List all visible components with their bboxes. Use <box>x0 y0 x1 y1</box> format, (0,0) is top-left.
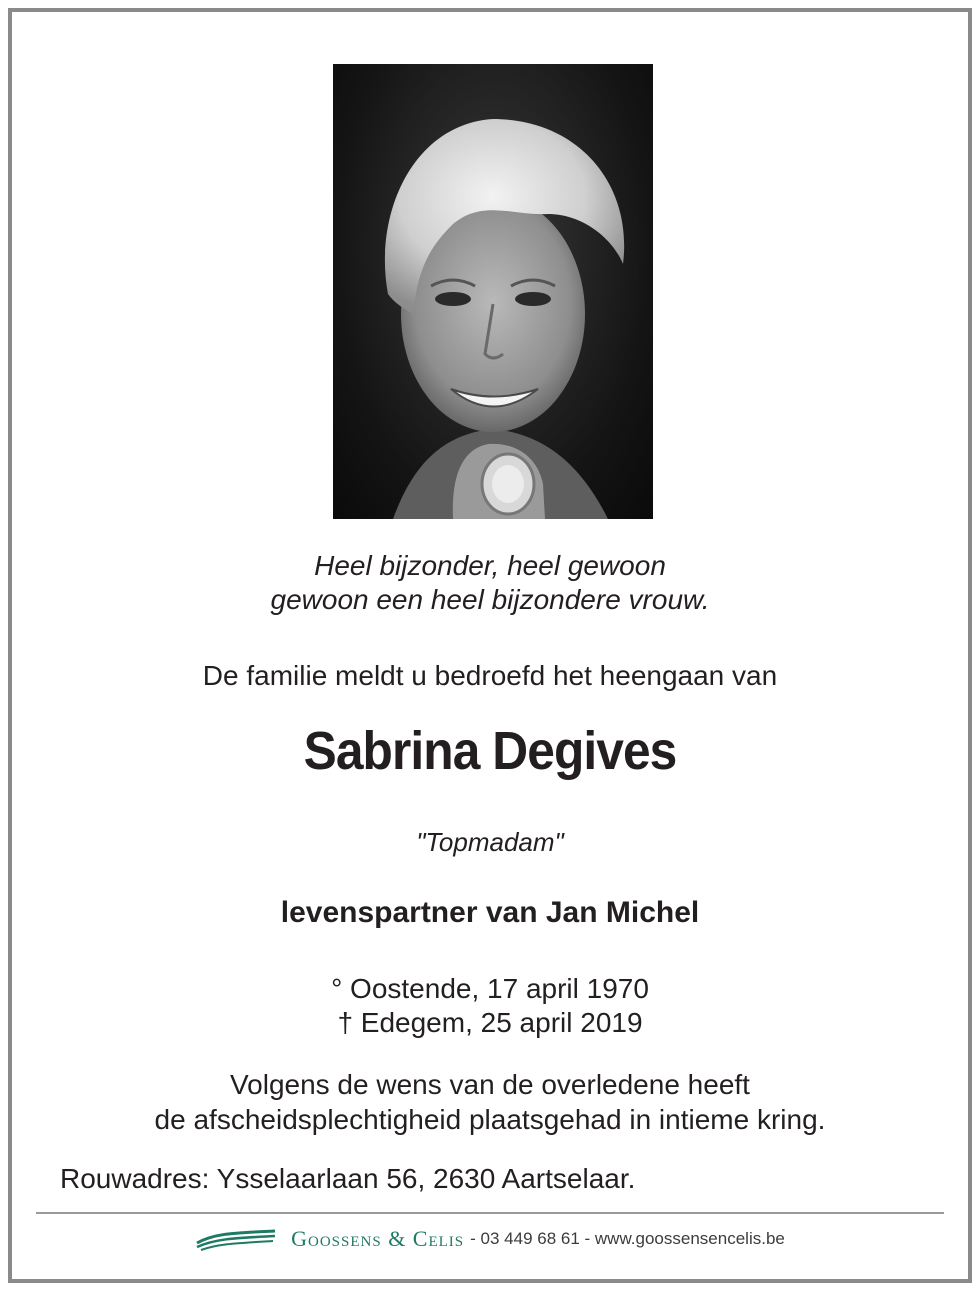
deceased-nickname: "Topmadam" <box>416 827 564 857</box>
footer <box>0 1222 980 1256</box>
funeral-home-name: Goossens & Celis <box>291 1226 465 1251</box>
notice-line-2: de afscheidsplechtigheid plaatsgehad in intieme kring. <box>154 1104 826 1135</box>
partner-line: levenspartner van Jan Michel <box>280 896 700 929</box>
funeral-home-contact[interactable]: - 03 449 68 61 - www.goossensencelis.be <box>470 1229 785 1248</box>
mourning-address: Rouwadres: Ysselaarlaan 56, 2630 Aartselaar. <box>60 1163 636 1194</box>
life-dates <box>0 972 980 1040</box>
deceased-name: Sabrina Degives <box>303 721 677 781</box>
ceremony-notice <box>0 1067 980 1137</box>
quote-line-2: gewoon een heel bijzondere vrouw. <box>270 584 710 615</box>
wave-logo-icon <box>195 1229 277 1251</box>
notice-line-1: Volgens de wens van de overledene heeft <box>230 1069 750 1100</box>
birth-date: ° Oostende, 17 april 1970 <box>331 973 649 1004</box>
footer-divider <box>36 1212 944 1214</box>
portrait-illustration <box>333 64 653 519</box>
quote-line-1: Heel bijzonder, heel gewoon <box>314 550 666 581</box>
death-date: † Edegem, 25 april 2019 <box>337 1007 643 1038</box>
announcement-intro: De familie meldt u bedroefd het heengaan van <box>202 660 778 691</box>
portrait-photo <box>333 64 653 519</box>
memorial-quote <box>0 549 980 617</box>
